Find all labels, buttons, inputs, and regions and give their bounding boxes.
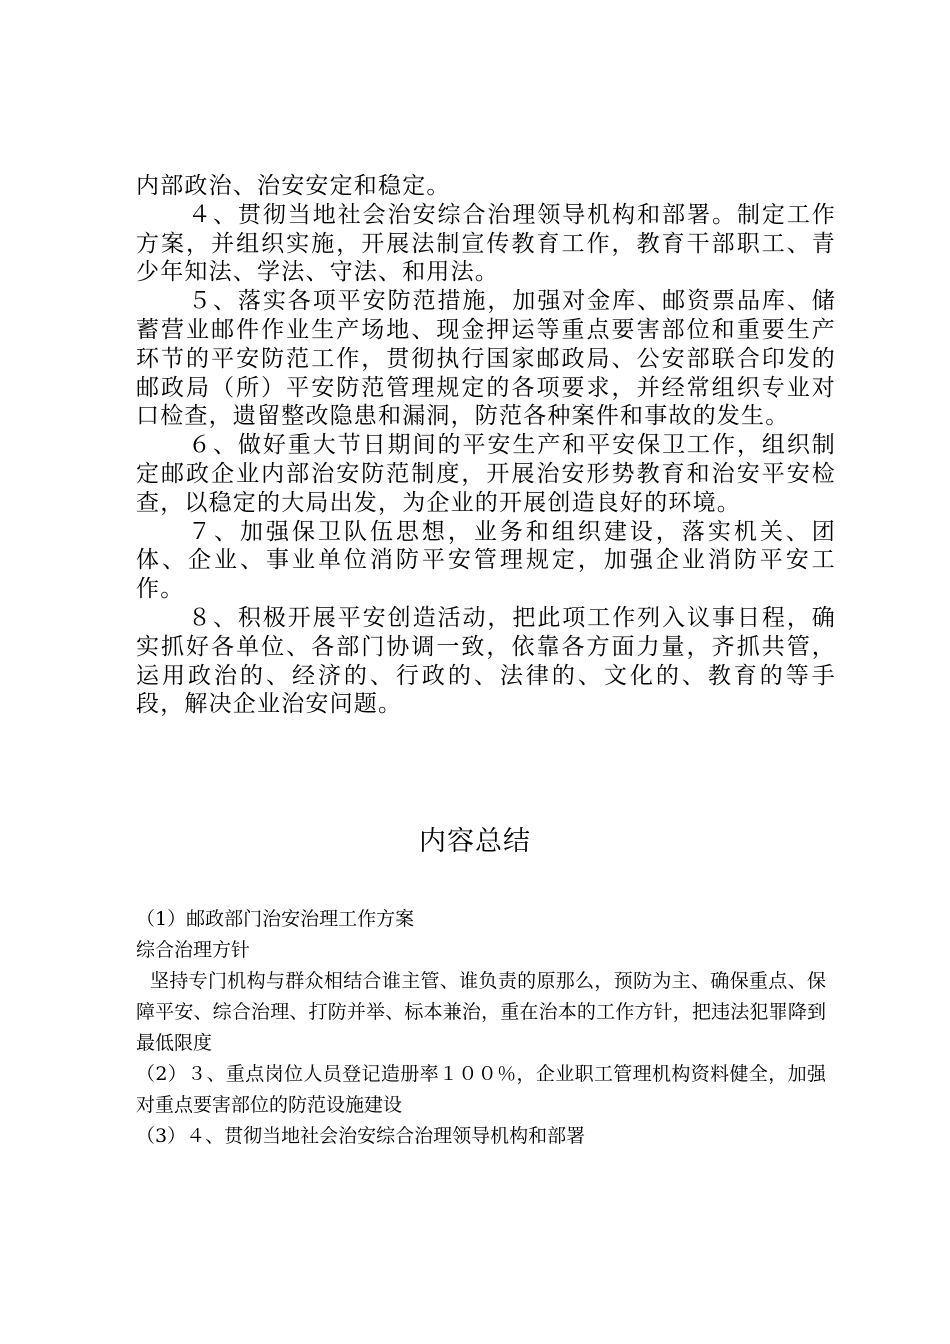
paragraph-item-6: ６、做好重大节日期间的平安生产和平安保卫工作，组织制定邮政企业内部治安防范制度，开展治安形势教育和治安平安检查，以稳定的大局出发，为企业的开展创造良好的环境。 (136, 432, 836, 516)
document-body (136, 172, 836, 719)
paragraph-item-7: ７、加强保卫队伍思想，业务和组织建设，落实机关、团体、企业、事业单位消防平安管理规定，加强企业消防平安工作。 (136, 518, 836, 603)
summary-item-1-heading: （1）邮政部门治安治理工作方案 (136, 908, 415, 930)
summary-item-1-text: 坚持专门机构与群众相结合谁主管、谁负责的原那么，预防为主、确保重点、保障平安、综合治理、打防并举、标本兼治，重在治本的工作方针，把违法犯罪降到最低限度 (136, 970, 826, 1054)
summary-item-2-text: （2）３、重点岗位人员登记造册率１００％，企业职工管理机构资料健全，加强对重点要害部位的防范设施建设 (136, 1063, 826, 1116)
paragraph-item-4: ４、贯彻当地社会治安综合治理领导机构和部署。制定工作方案，并组织实施，开展法制宣传教育工作，教育干部职工、青少年知法、学法、守法、和用法。 (136, 201, 836, 286)
summary-item-3-text: （3）４、贯彻当地社会治安综合治理领导机构和部署 (136, 1125, 586, 1147)
paragraph-item-5: ５、落实各项平安防范措施，加强对金库、邮资票品库、储蓄营业邮件作业生产场地、现金押运等重点要害部位和重要生产环节的平安防范工作，贯彻执行国家邮政局、公安部联合印发的邮政局（所）平安防范管理规定的各项要求，并经常组织专业对口检查，遗留整改隐患和漏洞，防范各种案件和事故的发生。 (136, 288, 836, 430)
paragraph-continuation: 内部政治、治安安定和稳定。 (136, 173, 451, 199)
paragraph-item-8: ８、积极开展平安创造活动，把此项工作列入议事日程，确实抓好各单位、各部门协调一致，依靠各方面力量，齐抓共管，运用政治的、经济的、行政的、法律的、文化的、教育的等手段，解决企业治安问题。 (136, 604, 836, 718)
summary-item-1-subheading: 综合治理方针 (136, 939, 251, 961)
summary-section (136, 904, 826, 1152)
summary-title: 内容总结 (419, 826, 531, 857)
